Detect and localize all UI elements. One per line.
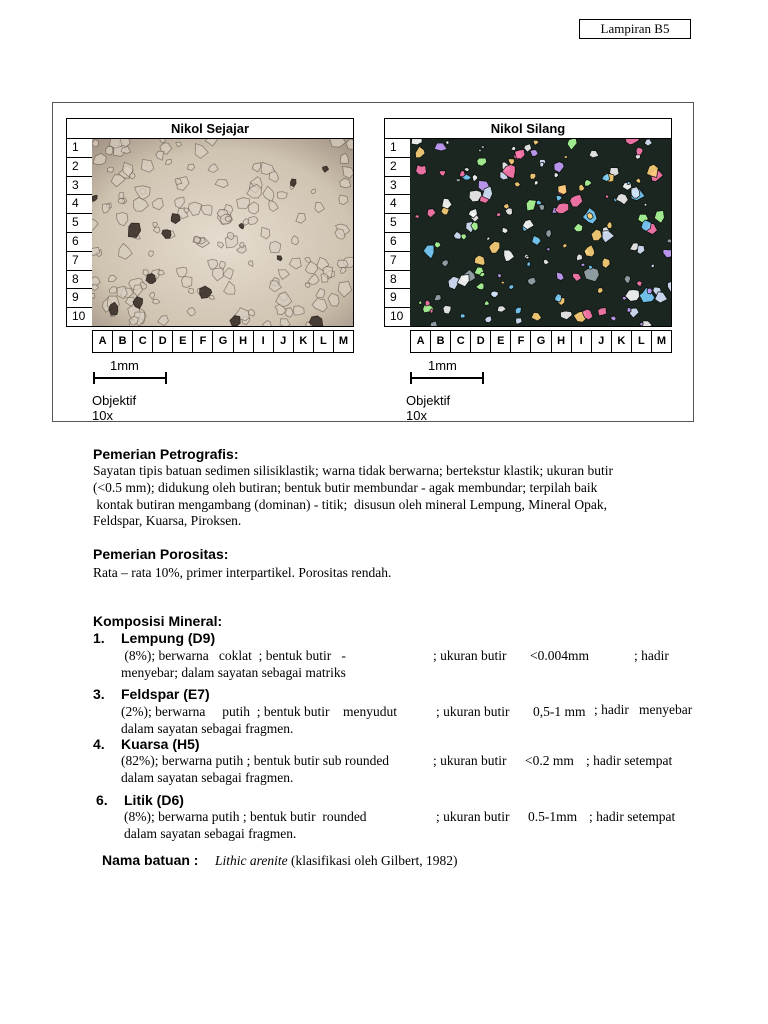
classification-note: (klasifikasi oleh Gilbert, 1982) — [287, 853, 458, 868]
nama-batuan-label: Nama batuan : — [102, 852, 199, 868]
column-label: E — [491, 331, 511, 352]
scale-bar — [410, 377, 484, 379]
column-label: J — [592, 331, 612, 352]
column-label: J — [274, 331, 294, 352]
petrografis-heading: Pemerian Petrografis: — [93, 446, 239, 462]
mineral-size-label: ; ukuran butir — [436, 704, 510, 719]
objective-label: Objektif 10x — [406, 393, 451, 423]
row-label: 5 — [67, 214, 93, 233]
row-label: 10 — [67, 308, 93, 327]
column-label: I — [254, 331, 274, 352]
mineral-number: 1. — [93, 630, 105, 646]
row-label: 4 — [67, 195, 93, 214]
mineral-desc: (82%); berwarna putih ; bentuk butir sub rounded — [121, 753, 390, 768]
mineral-presence: ; hadir menyebar — [594, 702, 693, 717]
mineral-name: Feldspar (E7) — [121, 686, 210, 702]
column-label: C — [133, 331, 153, 352]
row-label: 6 — [385, 233, 411, 252]
column-label: F — [511, 331, 531, 352]
column-label: L — [314, 331, 334, 352]
nama-batuan-value — [215, 852, 457, 869]
row-labels — [66, 139, 94, 327]
row-label: 2 — [67, 158, 93, 177]
column-label: M — [656, 335, 667, 347]
row-label: 3 — [67, 177, 93, 196]
panel-title: Nikol Sejajar — [66, 118, 354, 139]
row-label: 1 — [385, 139, 411, 158]
column-label: C — [451, 331, 471, 352]
column-label: G — [531, 331, 551, 352]
column-label: B — [431, 331, 451, 352]
row-label: 2 — [385, 158, 411, 177]
mineral-desc-2: dalam sayatan sebagai fragmen. — [124, 826, 297, 841]
micrograph-xpl-image — [410, 139, 672, 327]
column-label: H — [234, 331, 254, 352]
mineral-size: 0,5-1 mm — [533, 704, 586, 719]
column-label: H — [552, 331, 572, 352]
column-label: B — [113, 331, 133, 352]
column-label: K — [294, 331, 314, 352]
mineral-size-label: ; ukuran butir — [433, 648, 507, 663]
scale-label: 1mm — [428, 358, 457, 373]
mineral-number: 4. — [93, 736, 105, 752]
petrografis-line: Sayatan tipis batuan sedimen silisiklastik; warna tidak berwarna; bertekstur klastik; ukuran butir — [93, 463, 614, 478]
mineral-desc: (8%); berwarna coklat ; bentuk butir - — [121, 648, 346, 663]
mineral-presence: ; hadir setempat — [586, 753, 673, 768]
mineral-size-label: ; ukuran butir — [433, 753, 507, 768]
column-label: D — [471, 331, 491, 352]
mineral-size: <0.2 mm — [525, 753, 574, 768]
petrografis-line: (<0.5 mm); didukung oleh butiran; bentuk butir membundar - agak membundar; terpilah baik — [93, 480, 598, 495]
column-label: F — [193, 331, 213, 352]
mineral-number: 6. — [96, 792, 108, 808]
porositas-heading: Pemerian Porositas: — [93, 546, 229, 562]
mineral-desc: (8%); berwarna putih ; bentuk butir rounded — [124, 809, 367, 824]
scale-label: 1mm — [110, 358, 139, 373]
row-label: 4 — [385, 195, 411, 214]
row-labels — [384, 139, 412, 327]
column-label: G — [213, 331, 233, 352]
mineral-name: Kuarsa (H5) — [121, 736, 200, 752]
mineral-number: 3. — [93, 686, 105, 702]
micrograph-ppl-image — [92, 139, 354, 327]
column-label: I — [572, 331, 592, 352]
mineral-desc: (2%); berwarna putih ; bentuk butir menyudut — [121, 704, 397, 719]
mineral-name: Litik (D6) — [124, 792, 184, 808]
panel-title: Nikol Silang — [384, 118, 672, 139]
column-labels — [92, 330, 354, 353]
row-label: 7 — [67, 252, 93, 271]
porositas-text: Rata – rata 10%, primer interpartikel. Porositas rendah. — [93, 565, 392, 580]
scale-bar — [93, 377, 167, 379]
row-label: 6 — [67, 233, 93, 252]
petrografis-line: Feldspar, Kuarsa, Piroksen. — [93, 513, 242, 528]
column-label: M — [338, 335, 349, 347]
row-label: 10 — [385, 308, 411, 327]
column-label: A — [93, 331, 113, 352]
row-label: 1 — [67, 139, 93, 158]
column-label: L — [632, 331, 652, 352]
row-label: 9 — [385, 289, 411, 308]
row-label: 7 — [385, 252, 411, 271]
komposisi-heading: Komposisi Mineral: — [93, 613, 223, 629]
mineral-size-label: ; ukuran butir — [436, 809, 510, 824]
column-label: K — [612, 331, 632, 352]
objective-label: Objektif 10x — [92, 393, 137, 423]
row-label: 9 — [67, 289, 93, 308]
column-labels — [410, 330, 672, 353]
mineral-desc-2: dalam sayatan sebagai fragmen. — [121, 721, 294, 736]
column-label: E — [173, 331, 193, 352]
mineral-desc-2: menyebar; dalam sayatan sebagai matriks — [121, 665, 346, 680]
row-label: 3 — [385, 177, 411, 196]
column-label: A — [411, 331, 431, 352]
mineral-presence: ; hadir setempat — [589, 809, 676, 824]
row-label: 5 — [385, 214, 411, 233]
row-label: 8 — [385, 271, 411, 290]
mineral-name: Lempung (D9) — [121, 630, 216, 646]
row-label: 8 — [67, 271, 93, 290]
mineral-size: 0.5-1mm — [528, 809, 578, 824]
rock-name: Lithic arenite — [215, 853, 288, 868]
lampiran-label: Lampiran B5 — [579, 19, 691, 39]
petrografis-line: kontak butiran mengambang (dominan) - titik; disusun oleh mineral Lempung, Mineral Opak, — [93, 497, 608, 512]
mineral-desc-2: dalam sayatan sebagai fragmen. — [121, 770, 294, 785]
mineral-presence: ; hadir — [634, 648, 669, 663]
mineral-size: <0.004mm — [530, 648, 589, 663]
column-label: D — [153, 331, 173, 352]
